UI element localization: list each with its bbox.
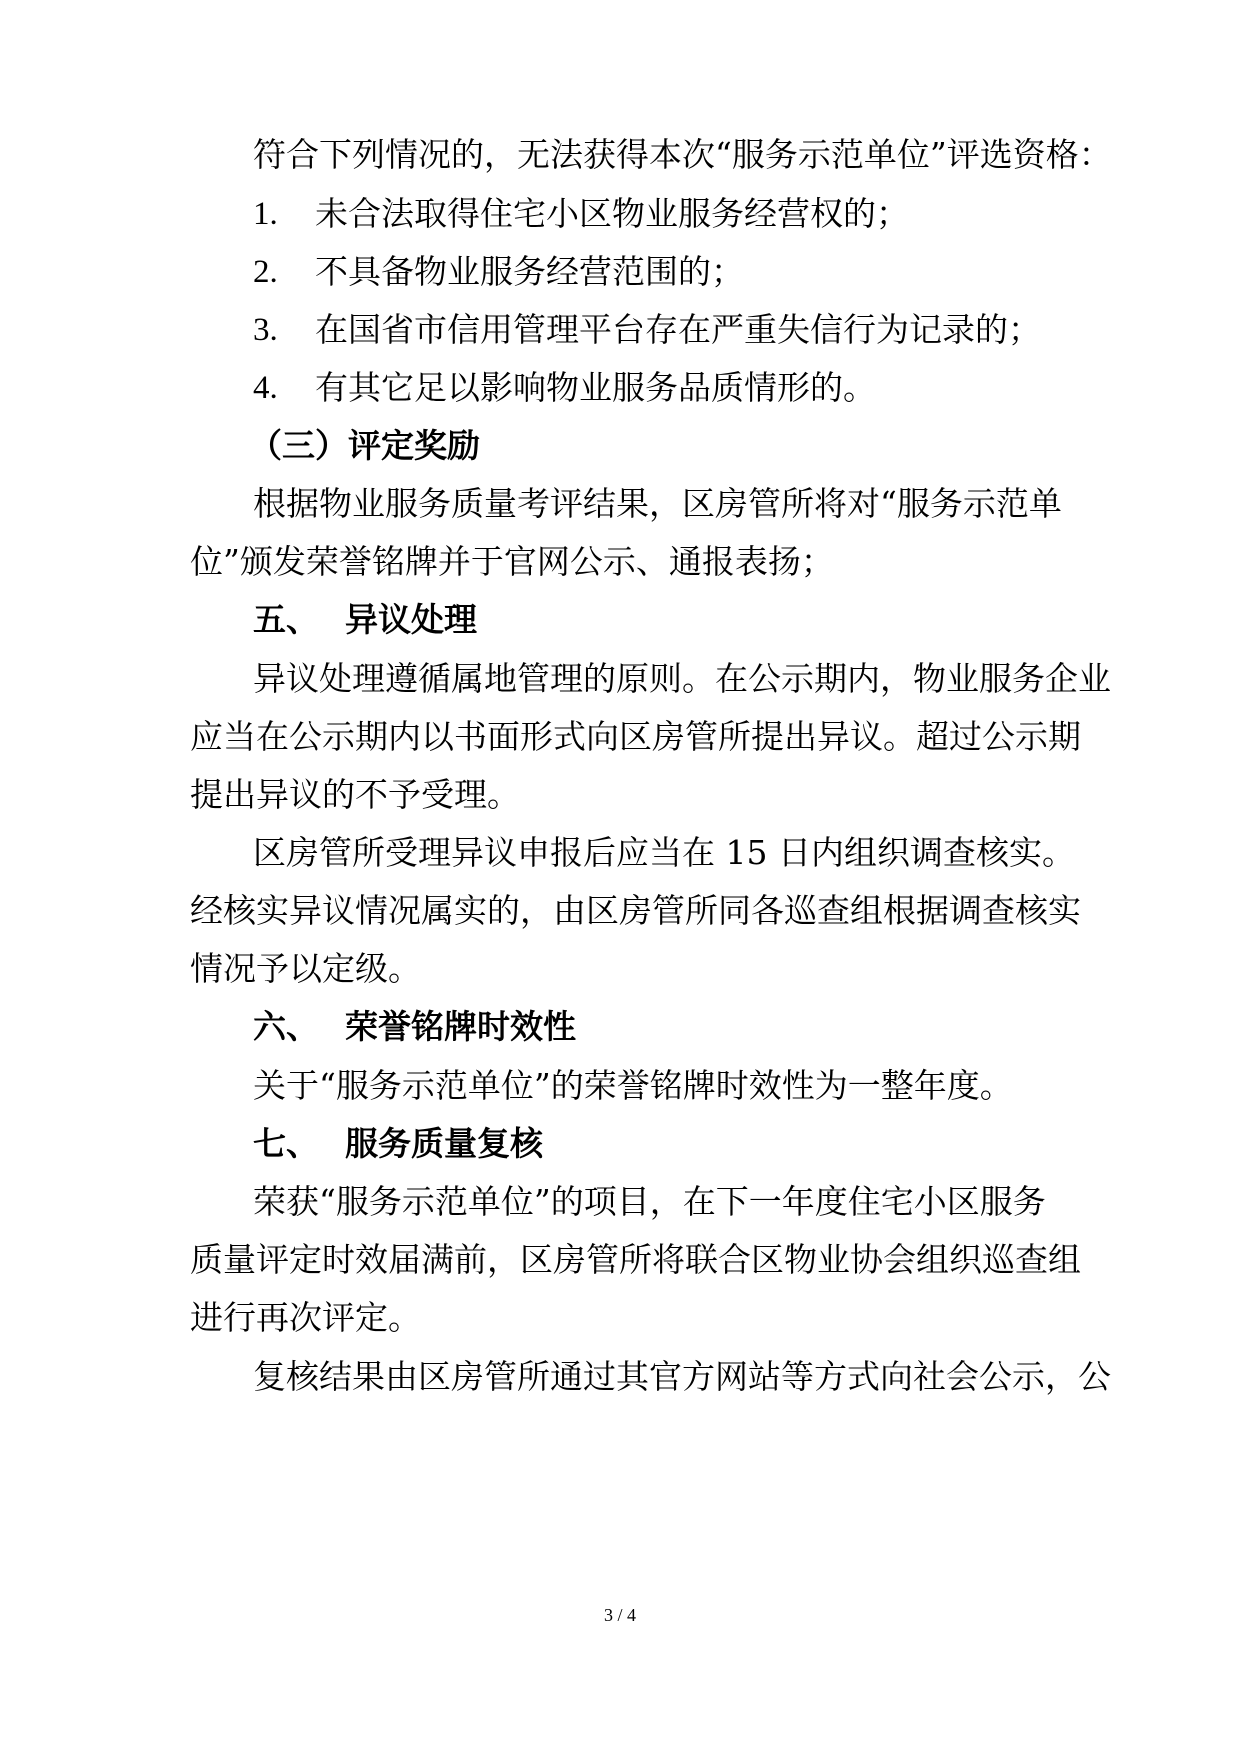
- section-5-paragraph-2-line-1: 区房管所受理异议申报后应当在 15 日内组织调查核实。: [253, 833, 1075, 872]
- section-7-paragraph-1-line-3: 进行再次评定。: [190, 1298, 421, 1337]
- section-5-paragraph-1-line-1: 异议处理遵循属地管理的原则。在公示期内，物业服务企业: [253, 659, 1111, 698]
- page-number: [0, 1605, 1240, 1626]
- section-5-paragraph-1-line-2: 应当在公示期内以书面形式向区房管所提出异议。超过公示期: [190, 717, 1081, 756]
- award-heading: （三）评定奖励: [249, 426, 480, 465]
- section-5-paragraph-2-line-2: 经核实异议情况属实的，由区房管所同各巡查组根据调查核实: [190, 891, 1081, 930]
- intro-paragraph: 符合下列情况的，无法获得本次“服务示范单位”评选资格：: [253, 135, 1112, 174]
- section-5-paragraph-2-line-3: 情况予以定级。: [190, 949, 421, 988]
- section-7-paragraph-1-line-1: 荣获“服务示范单位”的项目，在下一年度住宅小区服务: [253, 1182, 1046, 1221]
- section-7-paragraph-2: 复核结果由区房管所通过其官方网站等方式向社会公示，公: [253, 1357, 1111, 1396]
- section-5-paragraph-1-line-3: 提出异议的不予受理。: [190, 775, 520, 814]
- section-7-paragraph-1-line-2: 质量评定时效届满前，区房管所将联合区物业协会组织巡查组: [190, 1240, 1081, 1279]
- section-6-paragraph: 关于“服务示范单位”的荣誉铭牌时效性为一整年度。: [253, 1066, 1013, 1105]
- award-line-2: 位”颁发荣誉铭牌并于官网公示、通报表扬；: [190, 542, 834, 581]
- page-separator: /: [617, 1605, 623, 1625]
- current-page: 3: [603, 1605, 613, 1625]
- award-line-1: 根据物业服务质量考评结果，区房管所将对“服务示范单: [253, 484, 1062, 523]
- total-pages: 4: [627, 1605, 636, 1625]
